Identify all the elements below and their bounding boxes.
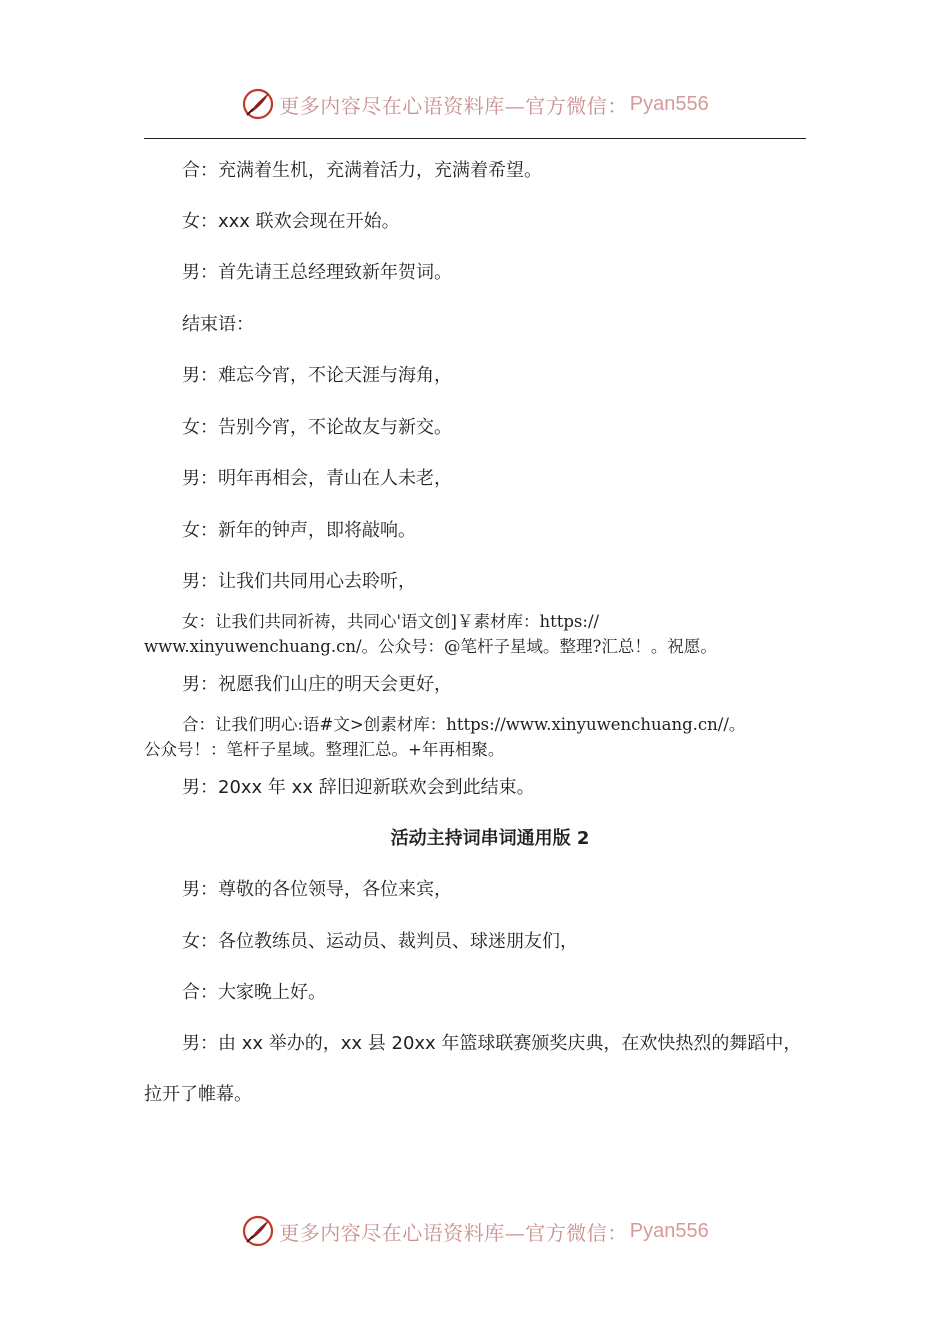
section-title: 活动主持词串词通用版 2 (390, 828, 590, 849)
dialogue-line: 男：尊敬的各位领导，各位来宾， (182, 879, 452, 900)
watermark-line: 合：让我们明心:语#文>创素材库：https://www.xinyuwenchuang.cn//。 (182, 715, 746, 734)
quill-logo-icon (241, 1214, 275, 1248)
dialogue-line: 男：让我们共同用心去聆听， (182, 571, 416, 592)
dialogue-line-continuation: 拉开了帷幕。 (144, 1084, 252, 1105)
section-label: 结束语： (182, 314, 254, 335)
header-divider (144, 138, 806, 139)
dialogue-line: 男：难忘今宵，不论天涯与海角， (182, 365, 452, 386)
header-banner (0, 82, 950, 126)
dialogue-line: 女：告别今宵，不论故友与新交。 (182, 417, 452, 438)
footer-banner (0, 1209, 950, 1253)
dialogue-line: 男：首先请王总经理致新年贺词。 (182, 262, 452, 283)
quill-logo-icon (241, 87, 275, 121)
header-banner-text: 更多内容尽在心语资料库—官方微信： (279, 93, 628, 118)
watermark-line: 女：让我们共同祈祷，共同心'语文创]￥素材库：https:// (182, 612, 600, 631)
footer-wechat-id: Pyan556 (629, 1219, 709, 1242)
dialogue-line: 男：20xx 年 xx 辞旧迎新联欢会到此结束。 (182, 777, 535, 798)
dialogue-line: 女：新年的钟声，即将敲响。 (182, 520, 416, 541)
watermark-paragraph (144, 712, 806, 762)
dialogue-line: 女：各位教练员、运动员、裁判员、球迷朋友们， (182, 931, 578, 952)
watermark-paragraph (144, 609, 806, 659)
dialogue-line: 男：明年再相会，青山在人未老， (182, 468, 452, 489)
dialogue-line: 合：充满着生机，充满着活力，充满着希望。 (182, 160, 542, 181)
footer-banner-text: 更多内容尽在心语资料库—官方微信： (279, 1220, 628, 1245)
dialogue-line: 合：大家晚上好。 (182, 982, 326, 1003)
dialogue-line: 女：xxx 联欢会现在开始。 (182, 211, 400, 232)
watermark-line: 公众号！：笔杆子星域。整理汇总。+年再相聚。 (144, 740, 505, 759)
dialogue-line: 男：由 xx 举办的，xx 县 20xx 年篮球联赛颁奖庆典，在欢快热烈的舞蹈中， (182, 1033, 802, 1054)
watermark-line: www.xinyuwenchuang.cn/。公众号：@笔杆子星域。整理?汇总！。祝愿。 (144, 637, 717, 656)
dialogue-line: 男：祝愿我们山庄的明天会更好， (182, 674, 452, 695)
header-wechat-id: Pyan556 (629, 92, 709, 115)
